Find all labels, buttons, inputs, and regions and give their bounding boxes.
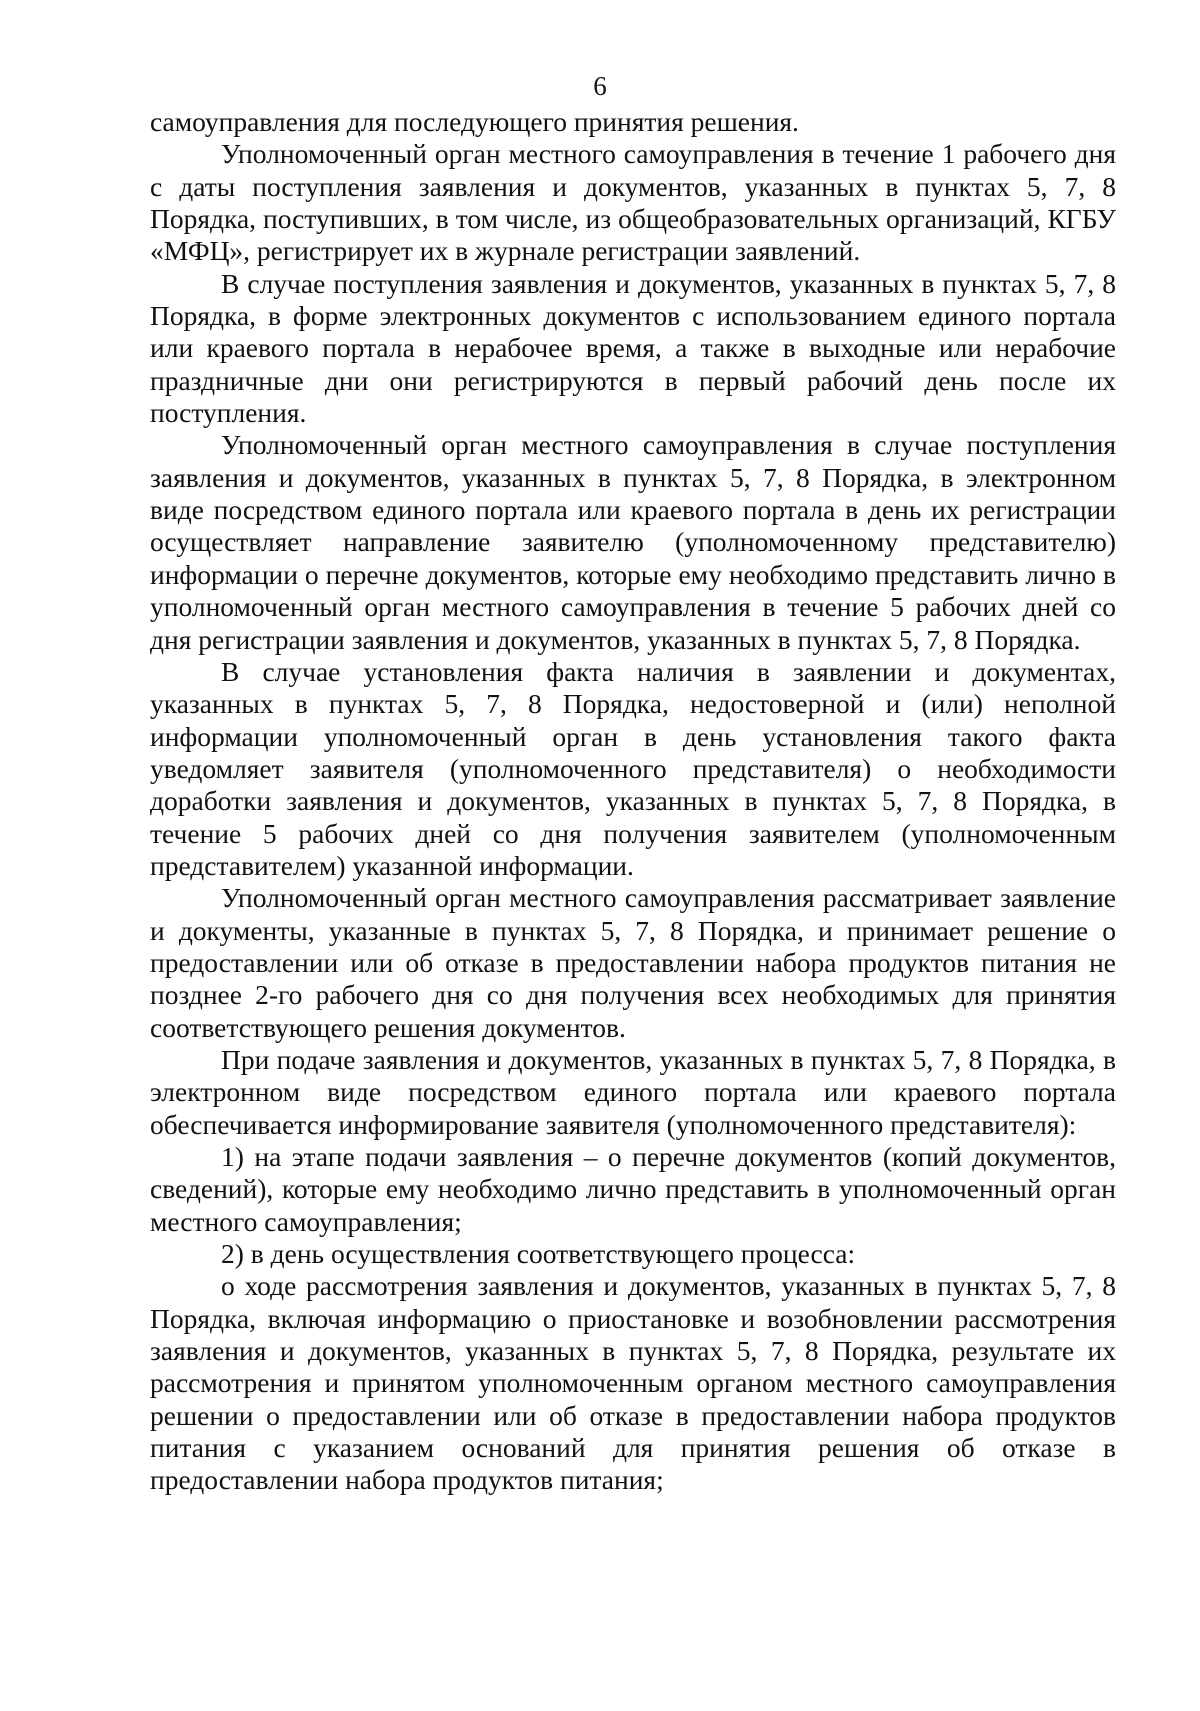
paragraph: 1) на этапе подачи заявления – о перечне документов (копий документов, сведений), которые ему необходимо лично представить в уполномоченный орган местного самоуправления; bbox=[150, 1141, 1116, 1237]
paragraph: При подаче заявления и документов, указанных в пунктах 5, 7, 8 Порядка, в электронном виде посредством единого портала или краевого портала обеспечивается информирование заявителя (уполномоченного представителя): bbox=[150, 1043, 1116, 1140]
paragraph: Уполномоченный орган местного самоуправления рассматривает заявление и документы, указанные в пунктах 5, 7, 8 Порядка, и принимает решение о предоставлении или об отказе в предоставлении набора продуктов питания не позднее 2-го рабочего дня со дня получения всех необходимых для принятия соответствующего решения документов. bbox=[150, 882, 1116, 1043]
paragraph: В случае поступления заявления и документов, указанных в пунктах 5, 7, 8 Порядка, в форме электронных документов с использованием единого портала или краевого портала в нерабочее время, а также в выходные или нерабочие праздничные дни они регистрируются в первый рабочий день после их поступления. bbox=[150, 267, 1116, 429]
paragraph: о ходе рассмотрения заявления и документов, указанных в пунктах 5, 7, 8 Порядка, включая информацию о приостановке и возобновлении рассмотрения заявления и документов, указанных в пунктах 5, 7, 8 Порядка, результате их рассмотрения и принятом уполномоченным органом местного самоуправления решении о предоставлении или об отказе в предоставлении набора продуктов питания с указанием оснований для принятия решения об отказе в предоставлении набора продуктов питания; bbox=[150, 1270, 1116, 1496]
paragraph: Уполномоченный орган местного самоуправления в течение 1 рабочего дня с даты поступления заявления и документов, указанных в пунктах 5, 7, 8 Порядка, поступивших, в том числе, из общеобразовательных организаций, КГБУ «МФЦ», регистрирует их в журнале регистрации заявлений. bbox=[150, 138, 1116, 267]
paragraph: Уполномоченный орган местного самоуправления в случае поступления заявления и документов, указанных в пунктах 5, 7, 8 Порядка, в электронном виде посредством единого портала или краевого портала в день их регистрации осуществляет направление заявителю (уполномоченному представителю) информации о перечне документов, которые ему необходимо представить лично в уполномоченный орган местного самоуправления в течение 5 рабочих дней со дня регистрации заявления и документов, указанных в пунктах 5, 7, 8 Порядка. bbox=[150, 429, 1116, 655]
paragraph: самоуправления для последующего принятия решения. bbox=[150, 106, 799, 137]
document-body bbox=[150, 106, 1116, 1497]
paragraph: 2) в день осуществления соответствующего процесса: bbox=[221, 1238, 856, 1270]
page-number: 6 bbox=[593, 71, 607, 101]
paragraph: В случае установления факта наличия в заявлении и документах, указанных в пунктах 5, 7, 8 Порядка, недостоверной и (или) неполной информации уполномоченный орган в день установления такого факта уведомляет заявителя (уполномоченного представителя) о необходимости доработки заявления и документов, указанных в пунктах 5, 7, 8 Порядка, в течение 5 рабочих дней со дня получения заявителем (уполномоченным представителем) указанной информации. bbox=[150, 655, 1116, 881]
